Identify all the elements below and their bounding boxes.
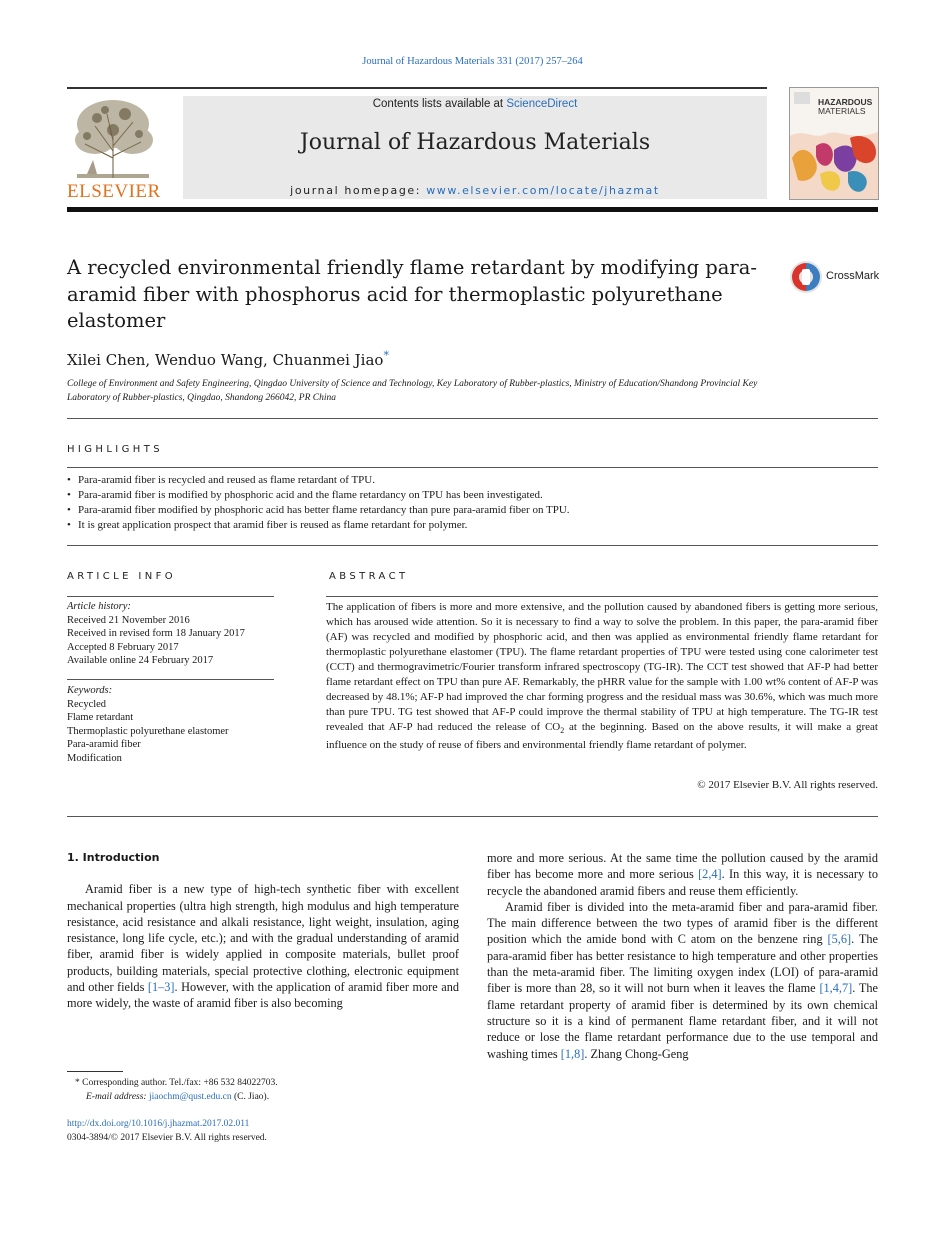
contents-available-line: Contents lists available at ScienceDirect (372, 98, 578, 110)
highlights-list (67, 473, 878, 533)
history-item: Available online 24 February 2017 (67, 655, 214, 666)
author-list: Xilei Chen, Wenduo Wang, Chuanmei Jiao* (67, 349, 389, 369)
journal-homepage-line: journal homepage: www.elsevier.com/locate/jhazmat (290, 184, 660, 197)
sciencedirect-link[interactable]: ScienceDirect (506, 98, 578, 110)
body-left-column (67, 850, 459, 1012)
keywords (67, 684, 277, 765)
divider (67, 679, 274, 680)
highlight-item: • Para-aramid fiber modified by phosphoric acid has better flame retardancy than pure para-aramid fiber on TPU. (67, 503, 878, 518)
publication-info (67, 1118, 467, 1145)
highlights-heading: HIGHLIGHTS (67, 444, 163, 455)
keyword: Thermoplastic polyurethane elastomer (67, 725, 229, 737)
section-heading-introduction: 1. Introduction (67, 851, 160, 864)
elsevier-wordmark: ELSEVIER (67, 181, 161, 202)
corresponding-author-mark[interactable]: * (383, 349, 389, 362)
author-affiliation: College of Environment and Safety Engineering, Qingdao University of Science and Technology, Key Laboratory of Rubber-plastics, Ministry of Education/Shandong Provincial Key Laboratory of Rubber-plastics, Qingdao, Shandong 266042, PR China (67, 379, 758, 403)
divider (67, 596, 274, 597)
body-right-column (487, 850, 878, 1062)
divider (67, 545, 878, 546)
citation-ref[interactable]: [2,4] (698, 867, 722, 882)
keyword: Para-aramid fiber (67, 739, 141, 750)
keyword: Flame retardant (67, 712, 134, 723)
abstract-heading: ABSTRACT (329, 571, 409, 582)
email-note: E-mail address: jiaochm@qust.edu.cn (C. Jiao). (86, 1091, 270, 1102)
highlight-item: • Para-aramid fiber is recycled and reused as flame retardant of TPU. (67, 473, 878, 488)
body-paragraph: Aramid fiber is a new type of high-tech synthetic fiber with excellent mechanical properties (ultra high strength, high modulus and high temperature resistance, acid resistance and alkali resistance, light weight, insulation, aging resistance, long life cycle, etc.); and with the gradual understanding of aramid fiber, aramid fiber is widely applied in composite materials, bullet proof products, building materials, special protective clothing, electronic equipment and other fields [1–3]. However, with the application of aramid fiber more and more widely, the waste of aramid fiber is also becoming (67, 882, 459, 1011)
footnote-rule (67, 1071, 123, 1072)
masthead-bottom-rule (67, 207, 878, 212)
issn-copyright: 0304-3894/© 2017 Elsevier B.V. All rights reserved. (67, 1132, 267, 1143)
journal-cover-thumbnail[interactable] (789, 87, 879, 200)
crossmark-icon (789, 260, 823, 294)
history-item: Accepted 8 February 2017 (67, 641, 179, 653)
divider (326, 596, 878, 597)
history-item: Received in revised form 18 January 2017 (67, 628, 245, 639)
divider (67, 418, 878, 419)
footnotes (75, 1077, 465, 1104)
header-rule (67, 87, 767, 89)
abstract-copyright: © 2017 Elsevier B.V. All rights reserved. (697, 779, 878, 791)
journal-homepage-link[interactable]: www.elsevier.com/locate/jhazmat (426, 184, 660, 197)
divider (67, 816, 878, 817)
keywords-label: Keywords: (67, 685, 113, 696)
citation-ref[interactable]: [1–3] (147, 980, 175, 995)
crossmark-label: CrossMark (826, 270, 880, 282)
article-history-label: Article history: (67, 601, 131, 612)
keyword: Recycled (67, 698, 107, 710)
citation-ref[interactable]: [1,4,7] (819, 981, 853, 996)
journal-citation[interactable]: Journal of Hazardous Materials 331 (2017) 257–264 (362, 56, 583, 67)
body-paragraph: Aramid fiber is divided into the meta-aramid fiber and para-aramid fiber. The main difference between the two types of aramid fiber is the different position which the amide bond with C atom on the benzene ring [5,6]. The para-aramid fiber has better resistance to high temperature and other properties than the meta-aramid fiber. The limiting oxygen index (LOI) of para-aramid fiber is more than 28, so it will not burn when it leaves the flame [1,4,7]. The flame retardant property of aramid fiber is determined by its own chemical structure so it is a kind of permanent flame retardant fiber, and it will not reduce or lose the flame retardant performance due to the use temporal and washing times [1,8]. Zhang Chong-Geng (487, 899, 878, 1061)
body-paragraph: more and more serious. At the same time the pollution caused by the aramid fiber has become more and more serious [2,4]. In this way, it is necessary to recycle the abandoned aramid fibers and reuse them efficiently. (487, 851, 878, 898)
highlight-item: • Para-aramid fiber is modified by phosphoric acid and the flame retardancy on TPU has been investigated. (67, 488, 878, 503)
abstract-text: The application of fibers is more and more extensive, and the pollution caused by abandoned fibers is getting more serious, which has aroused wide attention. So it is necessary to find a way to solve the problem. In this paper, the para-aramid fiber (AF) was recycled and modified by phosphoric acid, and then was applied as environmental friendly flame retardant for thermoplastic polyurethane elastomer (TPU). The flame retardant properties of TPU were tested using cone calorimeter test (CCT) and thermogravimetric/Fourier transform infrared spectroscopy (TG-IR). The CCT test showed that AF-P had better flame retardant effect on TPU than pure AF. Remarkably, the pHRR value for the sample with 1.00 wt% content of AF-P was decreased by 48.1%; AF-P had improved the char forming progress and the residual mass was 30.6%, which was much more than pure TPU. TG test showed that AF-P could improve the thermal stability of TPU at high temperature. The TG-IR test revealed that AF-P had reduced the release of $CO_2$ at the beginning. Based on the above results, it will make a great influence on the study of reuse of fibers and environmental friendly flame retardant of polymer. (326, 601, 878, 752)
keyword: Modification (67, 752, 122, 764)
article-title: A recycled environmental friendly flame retardant by modifying para-aramid fiber with phosphorus acid for thermoplastic polyurethane elastomer (67, 256, 757, 332)
article-history (67, 600, 277, 668)
citation-ref[interactable]: [1,8] (560, 1046, 585, 1061)
corresponding-author-note: * Corresponding author. Tel./fax: +86 532 84022703. (75, 1078, 278, 1088)
highlight-item: • It is great application prospect that aramid fiber is reused as flame retardant for polymer. (67, 518, 878, 533)
citation-ref[interactable]: [5,6] (827, 932, 852, 947)
cover-title: HAZARDOUS MATERIALS (818, 97, 873, 116)
crossmark-badge[interactable] (789, 260, 889, 294)
journal-title: Journal of Hazardous Materials (299, 130, 651, 155)
article-info-heading: ARTICLE INFO (67, 571, 177, 582)
history-item: Received 21 November 2016 (67, 614, 190, 626)
divider (67, 467, 878, 468)
author-email-link[interactable]: jiaochm@qust.edu.cn (148, 1091, 232, 1102)
doi-link[interactable]: http://dx.doi.org/10.1016/j.jhazmat.2017.02.011 (67, 1119, 250, 1129)
